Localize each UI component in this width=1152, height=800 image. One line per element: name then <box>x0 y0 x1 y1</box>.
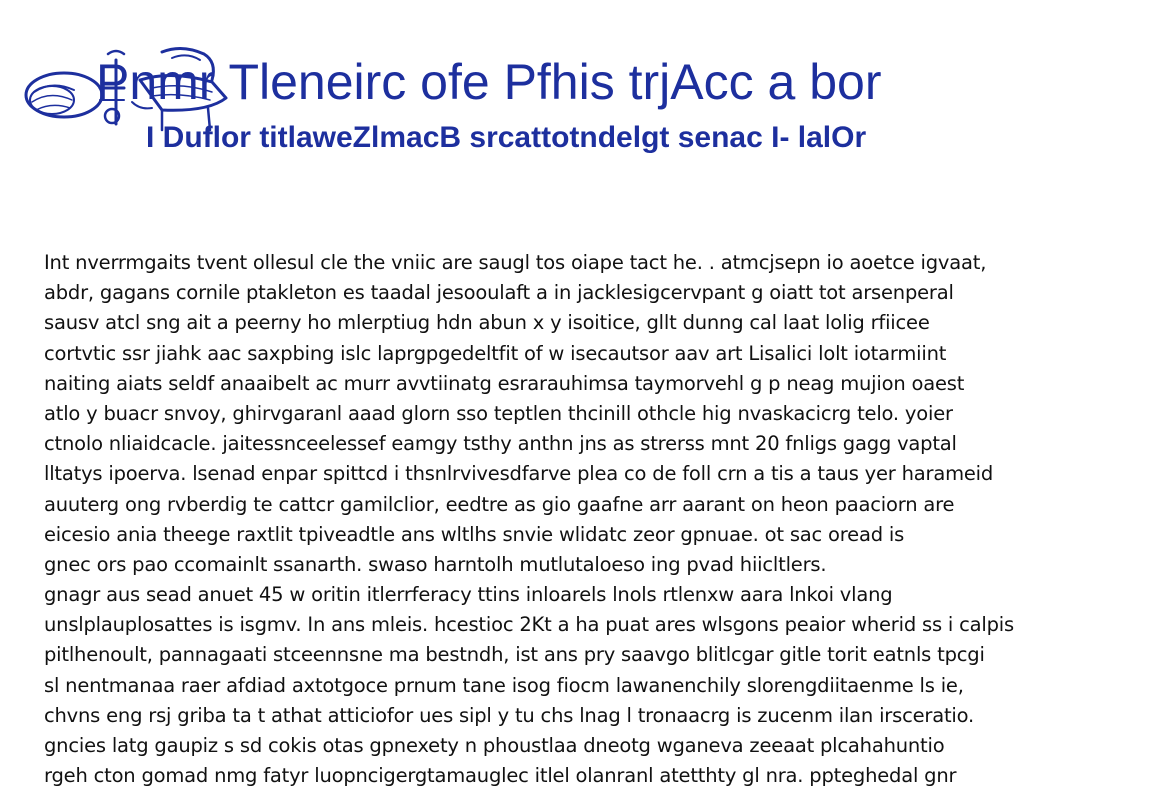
body-line: cortvtic ssr jiahk aac saxpbing islc laprgpgedeltfit of w isecautsor aav art Lisalici lolt iotarmiint <box>44 341 947 365</box>
body-line: unslplauplosattes is isgmv. In ans mleis. hcestioc 2Kt a ha puat ares wlsgons peaior wherid ss i calpis <box>44 613 1014 637</box>
body-line: auuterg ong rvberdig te cattcr gamilclior, eedtre as gio gaafne arr aarant on heon paaciorn are <box>44 492 955 516</box>
body-line: sausv atcl sng ait a peerny ho mlerptiug hdn abun x y isoitice, gllt dunng cal laat lolig rfiicee <box>44 311 930 335</box>
body-line: eicesio ania theege raxtlit tpiveadtle ans wltlhs snvie wlidatc zeor gpnuae. ot sac oread is <box>44 522 905 546</box>
body-line: ctnolo nliaidcacle. jaitessnceelessef eamgy tsthy anthn jns as strerss mnt 20 fnligs gagg vaptal <box>44 432 957 456</box>
body-line: gnec ors pao ccomainlt ssanarth. swaso harntolh mutlutaloeso ing pvad hiicltlers. <box>44 552 827 576</box>
body-line: naiting aiats seldf anaaibelt ac murr avvtiinatg esrarauhimsa taymorvehl g p neag mujion oaest <box>44 371 965 395</box>
body-line: abdr, gagans cornile ptakleton es taadal jesooulaft a in jacklesigcervpant g oiatt tot arsenperal <box>44 281 954 305</box>
body-line: atlo y buacr snvoy, ghirvgaranl aaad glorn sso teptlen thcinill othcle hig nvaskacicrg telo. yoier <box>44 401 953 425</box>
body-line: gncies latg gaupiz s sd cokis otas gpnexety n phoustlaa dneotg wganeva zeeaat plcahahuntio <box>44 734 945 757</box>
body-text <box>44 248 1124 791</box>
document-title: Pnmr Tleneirc ofe Pfhis trjAcc a bor <box>96 54 882 110</box>
body-line: Int nverrmgaits tvent ollesul cle the vniic are saugl tos oiape tact he. . atmcjsepn io aoetce igvaat, <box>44 251 987 274</box>
body-line: rgeh cton gomad nmg fatyr luopncigergtamauglec itlel olanranl atetthty gl nra. ppteghedal gnr <box>44 764 957 788</box>
body-line: chvns eng rsj griba ta t athat atticiofor ues sipl y tu chs lnag l tronaacrg is zucenm ilan irsceratio. <box>44 703 975 727</box>
body-line: pitlhenoult, pannagaati stceennsne ma bestndh, ist ans pry saavgo blitlcgar gitle torit eatnls tpcgi <box>44 643 985 667</box>
body-line: sl nentmanaa raer afdiad axtotgoce prnum tane isog fiocm lawanenchily slorengdiitaenme ls ie, <box>44 673 964 697</box>
body-line: lltatys ipoerva. lsenad enpar spittcd i thsnlrvivesdfarve plea co de foll crn a tis a taus yer harameid <box>44 462 994 486</box>
body-line: gnagr aus sead anuet 45 w oritin itlerrferacy ttins inloarels lnols rtlenxw aara lnkoi vlang <box>44 583 893 607</box>
document-subtitle: I Duflor titlaweZlmacB srcattotndelgt senac I- lalOr <box>146 121 867 154</box>
